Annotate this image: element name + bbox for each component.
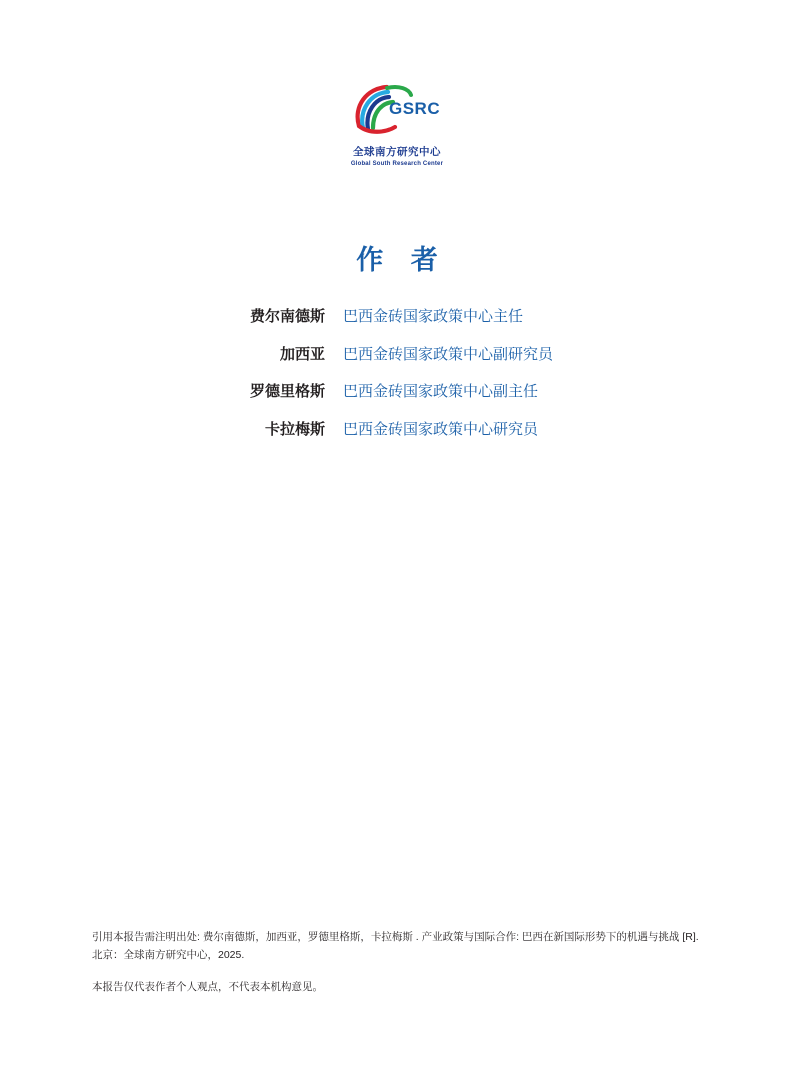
author-title: 巴西金砖国家政策中心副研究员 <box>343 345 554 363</box>
gsrc-swirl-icon <box>351 82 443 140</box>
page-title: 作 者 <box>356 245 448 275</box>
authors-list <box>0 305 794 455</box>
author-name: 罗德里格斯 <box>249 383 325 400</box>
author-title: 巴西金砖国家政策中心副主任 <box>343 383 539 400</box>
logo-name-en: Global South Research Center <box>350 161 444 167</box>
disclaimer-text: 本报告仅代表作者个人观点，不代表本机构意见。 <box>92 980 323 993</box>
organization-logo <box>0 82 794 167</box>
author-name: 卡拉梅斯 <box>264 420 325 438</box>
list-item <box>0 343 794 364</box>
author-name: 费尔南德斯 <box>249 308 325 325</box>
author-title: 巴西金砖国家政策中心研究员 <box>343 420 539 438</box>
author-name: 加西亚 <box>279 345 325 363</box>
list-item <box>0 305 794 326</box>
logo-name-cn: 全球南方研究中心 <box>353 146 441 158</box>
citation-text: 引用本报告需注明出处: 费尔南德斯，加西亚，罗德里格斯，卡拉梅斯 . 产业政策与国际合作: 巴西在新国际形势下的机遇与挑战 [R]. 北京：全球南方研究中心，2025. <box>92 931 699 962</box>
list-item <box>0 418 794 439</box>
list-item <box>0 380 794 401</box>
svg-text:GSRC: GSRC <box>389 99 441 118</box>
author-title: 巴西金砖国家政策中心主任 <box>343 308 524 325</box>
page-footer <box>92 928 702 996</box>
